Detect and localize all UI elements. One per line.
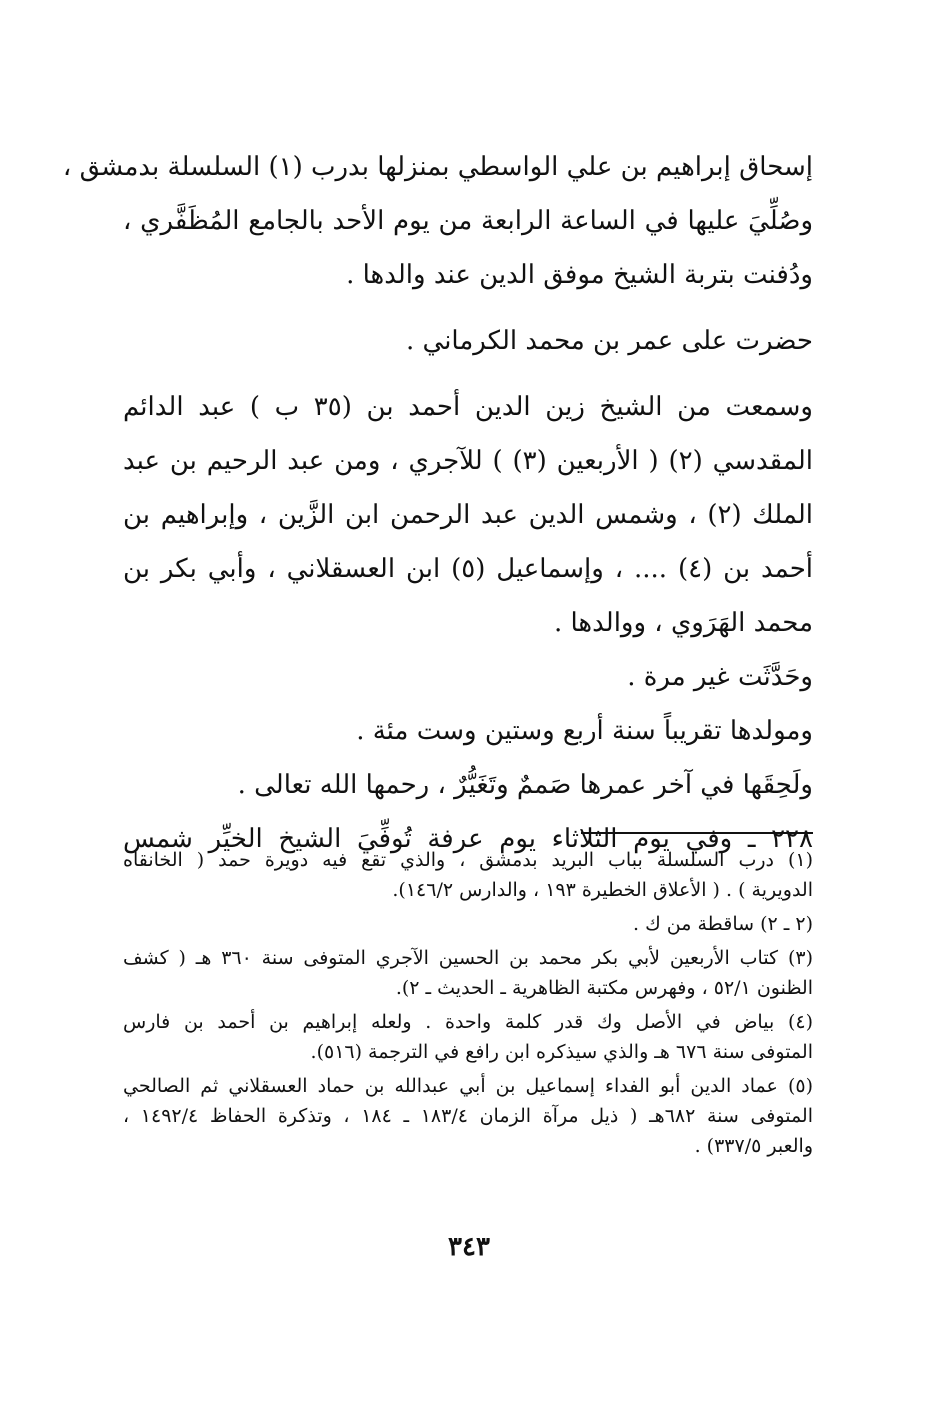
text-line: وصُلِّيَ عليها في الساعة الرابعة من يوم الأحد بالجامع المُظَفَّري ، xyxy=(123,206,813,236)
footnote xyxy=(123,943,813,1003)
page-number: ٣٤٣ xyxy=(448,1232,490,1262)
text-line: وحَدَّثَت غير مرة . xyxy=(627,662,813,692)
footnote-line: (١) درب السلسلة بباب البريد بدمشق ، والذي تقع فيه دويرة حمد ( الخانقاه xyxy=(123,849,813,871)
text-line: ودُفنت بتربة الشيخ موفق الدين عند والدها . xyxy=(346,260,813,290)
footnote xyxy=(123,845,813,905)
footnote-line: (٣) كتاب الأربعين لأبي بكر محمد بن الحسين الآجري المتوفى سنة ٣٦٠ هـ ( كشف xyxy=(123,947,813,969)
footnote-divider xyxy=(581,832,813,834)
text-line: وسمعت من الشيخ زين الدين أحمد بن (٣٥ ب ) عبد الدائم xyxy=(123,392,813,422)
text-line: محمد الهَرَوي ، ووالدها . xyxy=(553,608,813,638)
footnote-line: المتوفى سنة ٦٧٦ هـ والذي سيذكره ابن رافع في الترجمة (٥١٦). xyxy=(310,1041,813,1063)
paragraph xyxy=(62,140,813,302)
footnote-line: (٢ ـ ٢) ساقطة من ك . xyxy=(633,913,813,935)
footnotes xyxy=(123,845,813,1161)
footnote-line: (٤) بياض في الأصل وك قدر كلمة واحدة . ولعله إبراهيم بن أحمد بن فارس xyxy=(123,1011,813,1033)
footnote-line: (٥) عماد الدين أبو الفداء إسماعيل بن أبي عبدالله بن حماد العسقلاني ثم الصالحي xyxy=(123,1075,813,1097)
main-text xyxy=(62,140,814,866)
text-line: حضرت على عمر بن محمد الكرماني . xyxy=(406,326,813,356)
paragraph xyxy=(123,380,813,650)
text-line: ولَحِقَها في آخر عمرها صَممٌ وتَغَيُّرٌ ، رحمها الله تعالى . xyxy=(237,770,813,800)
text-line: ٢٢٨ ـ وفي يوم الثلاثاء يوم عرفة تُوفِّيَ الشيخ الخيِّر شمس xyxy=(123,824,813,854)
text-line: ومولدها تقريباً سنة أربع وستين وست مئة . xyxy=(356,716,813,746)
paragraph-gap xyxy=(123,302,813,314)
footnote xyxy=(123,1071,813,1161)
text-line: أحمد بن (٤) .... ، وإسماعيل (٥) ابن العسقلاني ، وأبي بكر بن xyxy=(123,554,813,584)
text-line: الملك (٢) ، وشمس الدين عبد الرحمن ابن الزَّين ، وإبراهيم بن xyxy=(123,500,814,530)
footnote xyxy=(123,909,813,939)
text-line: إسحاق إبراهيم بن علي الواسطي بمنزلها بدرب (١) السلسلة بدمشق ، xyxy=(62,152,813,182)
footnote-line: الظنون ٥٢/١ ، وفهرس مكتبة الظاهرية ـ الحديث ـ ٢). xyxy=(395,977,813,999)
paragraph-gap xyxy=(123,368,813,380)
footnote-line: المتوفى سنة ٦٨٢هـ ( ذيل مرآة الزمان ١٨٣/٤ ـ ١٨٤ ، وتذكرة الحفاظ ١٤٩٢/٤ ، xyxy=(123,1105,813,1127)
footnote-line: الدويرية ) . ( الأعلاق الخطيرة ١٩٣ ، والدارس ١٤٦/٢). xyxy=(392,879,813,901)
paragraph xyxy=(123,650,813,812)
footnote-line: والعبر ٣٣٧/٥) . xyxy=(694,1135,813,1157)
paragraph xyxy=(123,314,813,368)
footnote xyxy=(123,1007,813,1067)
text-line: المقدسي (٢) ( الأربعين (٣) ) للآجري ، ومن عبد الرحيم بن عبد xyxy=(123,446,813,476)
